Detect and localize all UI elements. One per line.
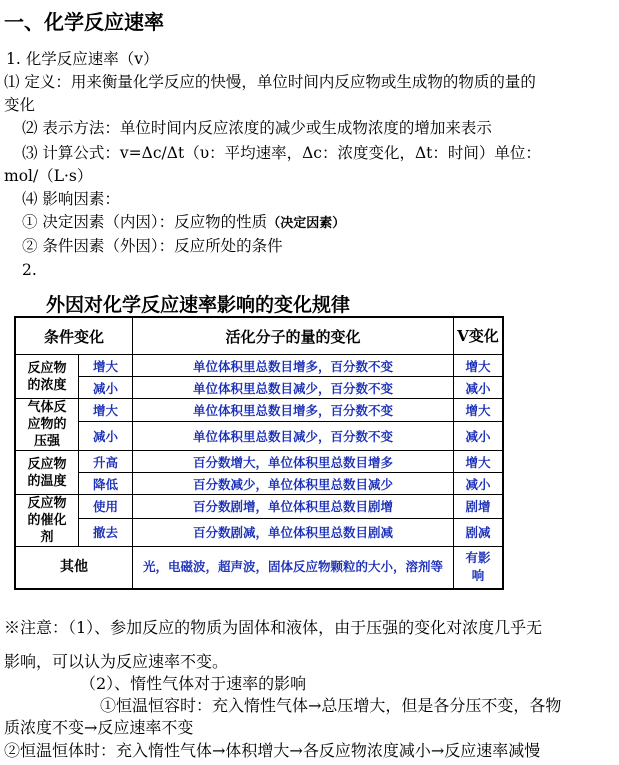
factors-heading: ⑷ 影响因素：	[22, 190, 120, 208]
condition-cell: 减小	[79, 422, 133, 451]
v-cell: 剧增	[454, 495, 504, 519]
header-activated-molecules: 活化分子的量的变化	[133, 317, 454, 355]
note-2-heading: （2）、惰性气体对于速率的影响	[80, 674, 307, 693]
item-2-label: 2.	[22, 261, 37, 279]
change-cell: 百分数剧增，单位体积里总数目剧增	[133, 495, 454, 519]
table-row	[15, 422, 503, 451]
header-condition: 条件变化	[15, 317, 133, 355]
condition-cell: 升高	[79, 451, 133, 473]
condition-cell: 增大	[79, 399, 133, 422]
inner-factor-note: （决定因素）	[267, 216, 346, 231]
v-cell: 有影响	[454, 547, 504, 589]
representation-method: ⑵ 表示方法：单位时间内反应浓度的减少或生成物浓度的增加来表示	[22, 119, 492, 137]
table-row	[15, 495, 503, 519]
change-cell: 单位体积里总数目减少，百分数不变	[133, 422, 454, 451]
page-title: 一、化学反应速率	[4, 10, 164, 34]
v-cell: 增大	[454, 399, 504, 422]
table-row	[15, 451, 503, 473]
definition-line-1: ⑴ 定义：用来衡量化学反应的快慢，单位时间内反应物或生成物的物质的量的	[4, 73, 536, 91]
condition-cell: 增大	[79, 355, 133, 377]
note-2-item-2: ②恒温恒体时：充入惰性气体→体积增大→各反应物浓度减小→反应速率减慢	[4, 741, 541, 760]
change-cell: 百分数剧减，单位体积里总数目剧减	[133, 518, 454, 546]
condition-cell: 使用	[79, 495, 133, 519]
change-cell: 单位体积里总数目增多，百分数不变	[133, 399, 454, 422]
change-cell: 单位体积里总数目增多，百分数不变	[133, 355, 454, 377]
condition-cell: 撤去	[79, 518, 133, 546]
category-concentration: 反应物的浓度	[15, 355, 79, 399]
outer-factor: ② 条件因素（外因）：反应所处的条件	[22, 237, 283, 255]
table-row	[15, 399, 503, 422]
change-cell: 百分数减少，单位体积里总数目减少	[133, 473, 454, 495]
category-temperature: 反应物的温度	[15, 451, 79, 495]
inner-factor	[22, 211, 345, 235]
table-row	[15, 518, 503, 546]
change-cell: 百分数增大，单位体积里总数目增多	[133, 451, 454, 473]
formula-line-2: mol/（L·s）	[4, 167, 93, 185]
header-v-change: V变化	[454, 317, 504, 355]
inner-factor-text: ① 决定因素（内因）：反应物的性质	[22, 213, 268, 231]
note-1-line-1: ※注意：（1）、参加反应的物质为固体和液体，由于压强的变化对浓度几乎无	[4, 618, 543, 637]
table-row	[15, 377, 503, 399]
category-catalyst: 反应物的催化剂	[15, 495, 79, 547]
change-cell: 光，电磁波，超声波，固体反应物颗粒的大小，溶剂等	[133, 547, 454, 589]
note-1-line-2: 影响，可以认为反应速率不变。	[4, 652, 229, 671]
formula-line-1: ⑶ 计算公式：v=Δc/Δt（υ：平均速率，Δc：浓度变化，Δt：时间）单位：	[22, 144, 541, 162]
table-header-row	[15, 317, 503, 355]
section-heading: 1. 化学反应速率（v）	[6, 50, 159, 68]
category-pressure: 气体反应物的压强	[15, 399, 79, 451]
v-cell: 剧减	[454, 518, 504, 546]
table-title: 外因对化学反应速率影响的变化规律	[46, 294, 351, 316]
condition-cell: 减小	[79, 377, 133, 399]
change-cell: 单位体积里总数目减少，百分数不变	[133, 377, 454, 399]
rate-factors-table	[14, 316, 504, 590]
v-cell: 减小	[454, 473, 504, 495]
note-2-item-1-line-2: 质浓度不变→反应速率不变	[4, 718, 194, 737]
v-cell: 增大	[454, 451, 504, 473]
v-cell: 减小	[454, 422, 504, 451]
v-cell: 增大	[454, 355, 504, 377]
condition-cell: 降低	[79, 473, 133, 495]
v-cell: 减小	[454, 377, 504, 399]
category-other: 其他	[15, 547, 133, 589]
definition-line-2: 变化	[4, 96, 36, 114]
note-2-item-1-line-1: ①恒温恒容时：充入惰性气体→总压增大，但是各分压不变，各物	[100, 696, 562, 715]
table-row	[15, 473, 503, 495]
table-row	[15, 355, 503, 377]
table-row-other	[15, 547, 503, 589]
